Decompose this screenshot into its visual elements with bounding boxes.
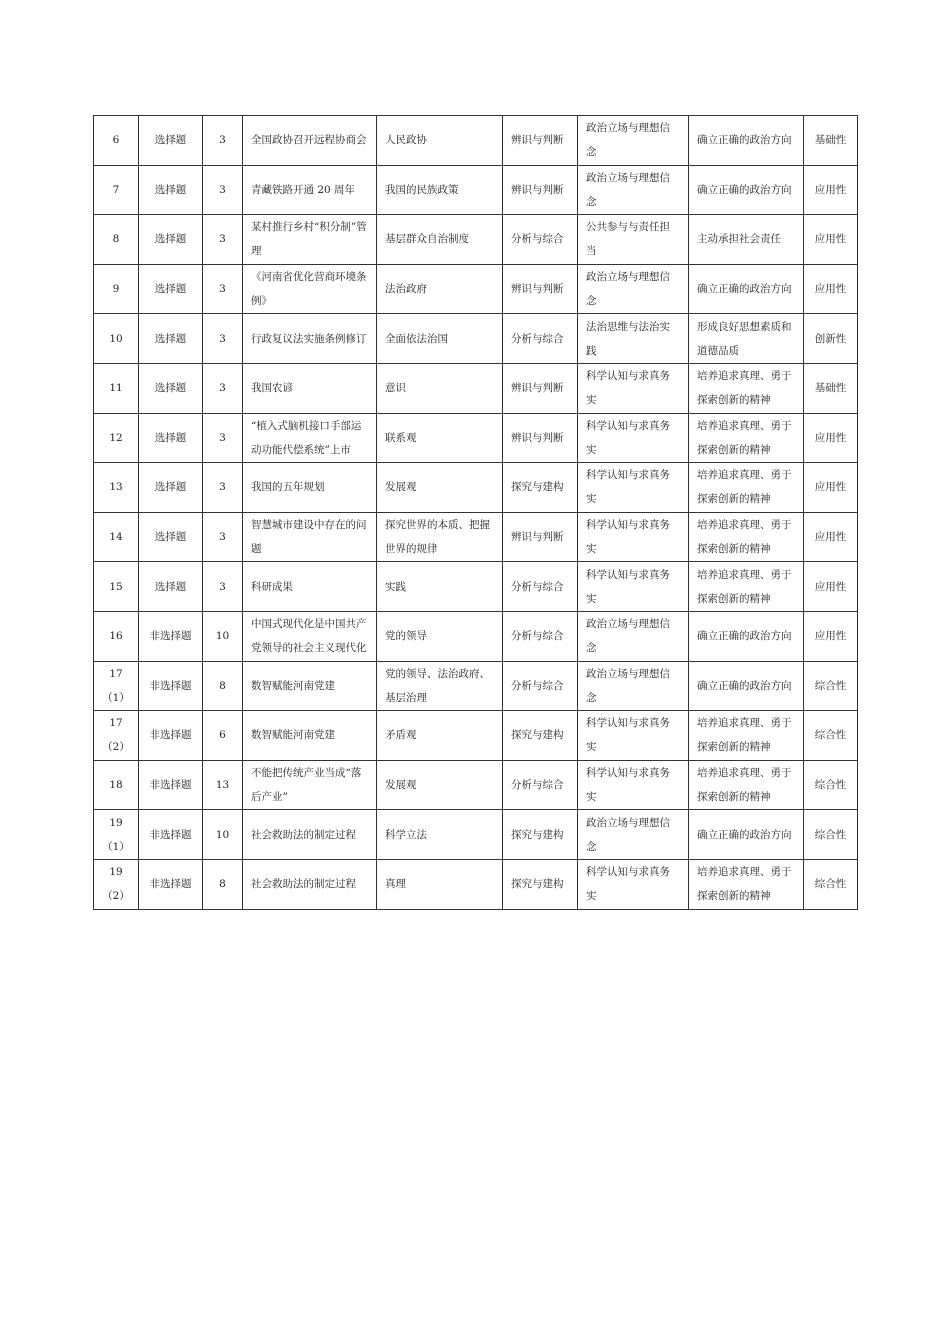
cell-score: 3: [203, 413, 243, 463]
cell-question-number: 14: [94, 512, 139, 562]
cell-context: 行政复议法实施条例修订: [243, 314, 377, 364]
cell-level: 综合性: [804, 711, 858, 761]
cell-literacy: 科学认知与求真务实: [578, 562, 689, 612]
cell-goal: 培养追求真理、勇于探索创新的精神: [689, 463, 804, 513]
cell-knowledge: 发展观: [377, 463, 503, 513]
cell-question-number: 17（1）: [94, 661, 139, 711]
cell-level: 应用性: [804, 165, 858, 215]
cell-context: 中国式现代化是中国共产党领导的社会主义现代化: [243, 611, 377, 661]
exam-spec-table: [93, 115, 858, 910]
cell-ability: 分析与综合: [503, 562, 578, 612]
cell-context: 不能把传统产业当成“落后产业”: [243, 760, 377, 810]
cell-level: 应用性: [804, 562, 858, 612]
table-row: [94, 512, 858, 562]
cell-goal: 培养追求真理、勇于探索创新的精神: [689, 760, 804, 810]
cell-question-type: 选择题: [139, 215, 203, 265]
cell-score: 3: [203, 562, 243, 612]
cell-ability: 探究与建构: [503, 810, 578, 860]
cell-goal: 培养追求真理、勇于探索创新的精神: [689, 859, 804, 909]
cell-question-number: 9: [94, 264, 139, 314]
cell-ability: 辨识与判断: [503, 413, 578, 463]
cell-score: 3: [203, 116, 243, 166]
cell-score: 10: [203, 810, 243, 860]
table-row: [94, 661, 858, 711]
cell-context: 我国农谚: [243, 363, 377, 413]
cell-score: 3: [203, 463, 243, 513]
table-row: [94, 711, 858, 761]
cell-goal: 确立正确的政治方向: [689, 264, 804, 314]
cell-literacy: 政治立场与理想信念: [578, 810, 689, 860]
table-row: [94, 859, 858, 909]
cell-question-type: 选择题: [139, 363, 203, 413]
cell-score: 3: [203, 165, 243, 215]
cell-knowledge: 法治政府: [377, 264, 503, 314]
cell-knowledge: 我国的民族政策: [377, 165, 503, 215]
cell-knowledge: 矛盾观: [377, 711, 503, 761]
cell-question-type: 选择题: [139, 314, 203, 364]
cell-ability: 探究与建构: [503, 711, 578, 761]
cell-knowledge: 党的领导、法治政府、基层治理: [377, 661, 503, 711]
cell-level: 应用性: [804, 512, 858, 562]
cell-literacy: 政治立场与理想信念: [578, 611, 689, 661]
cell-level: 综合性: [804, 661, 858, 711]
cell-literacy: 政治立场与理想信念: [578, 264, 689, 314]
cell-question-number: 11: [94, 363, 139, 413]
cell-question-number: 17（2）: [94, 711, 139, 761]
cell-level: 综合性: [804, 810, 858, 860]
cell-ability: 分析与综合: [503, 611, 578, 661]
cell-context: 数智赋能河南党建: [243, 661, 377, 711]
cell-score: 13: [203, 760, 243, 810]
cell-context: 科研成果: [243, 562, 377, 612]
cell-goal: 确立正确的政治方向: [689, 661, 804, 711]
cell-level: 综合性: [804, 859, 858, 909]
cell-ability: 分析与综合: [503, 314, 578, 364]
cell-context: 我国的五年规划: [243, 463, 377, 513]
table-row: [94, 463, 858, 513]
table-row: [94, 611, 858, 661]
cell-knowledge: 全面依法治国: [377, 314, 503, 364]
cell-level: 应用性: [804, 611, 858, 661]
cell-knowledge: 真理: [377, 859, 503, 909]
cell-question-number: 10: [94, 314, 139, 364]
table-row: [94, 215, 858, 265]
cell-level: 基础性: [804, 363, 858, 413]
cell-goal: 确立正确的政治方向: [689, 116, 804, 166]
cell-question-type: 非选择题: [139, 661, 203, 711]
cell-score: 3: [203, 363, 243, 413]
cell-literacy: 公共参与与责任担当: [578, 215, 689, 265]
cell-question-number: 18: [94, 760, 139, 810]
cell-question-number: 19（2）: [94, 859, 139, 909]
cell-score: 10: [203, 611, 243, 661]
cell-context: 某村推行乡村“积分制”管理: [243, 215, 377, 265]
cell-literacy: 法治思维与法治实践: [578, 314, 689, 364]
cell-goal: 培养追求真理、勇于探索创新的精神: [689, 413, 804, 463]
cell-ability: 分析与综合: [503, 661, 578, 711]
cell-literacy: 政治立场与理想信念: [578, 165, 689, 215]
cell-literacy: 科学认知与求真务实: [578, 413, 689, 463]
cell-context: 全国政协召开远程协商会: [243, 116, 377, 166]
table-row: [94, 562, 858, 612]
cell-ability: 辨识与判断: [503, 512, 578, 562]
table-row: [94, 264, 858, 314]
cell-ability: 分析与综合: [503, 760, 578, 810]
cell-knowledge: 基层群众自治制度: [377, 215, 503, 265]
cell-question-type: 非选择题: [139, 611, 203, 661]
cell-score: 3: [203, 264, 243, 314]
cell-literacy: 科学认知与求真务实: [578, 859, 689, 909]
cell-question-number: 13: [94, 463, 139, 513]
cell-knowledge: 发展观: [377, 760, 503, 810]
table-row: [94, 116, 858, 166]
cell-question-type: 选择题: [139, 463, 203, 513]
cell-question-type: 选择题: [139, 512, 203, 562]
cell-knowledge: 科学立法: [377, 810, 503, 860]
cell-goal: 确立正确的政治方向: [689, 165, 804, 215]
cell-question-number: 7: [94, 165, 139, 215]
cell-context: 数智赋能河南党建: [243, 711, 377, 761]
cell-literacy: 科学认知与求真务实: [578, 363, 689, 413]
cell-score: 8: [203, 661, 243, 711]
cell-context: 社会救助法的制定过程: [243, 810, 377, 860]
table-row: [94, 810, 858, 860]
cell-goal: 培养追求真理、勇于探索创新的精神: [689, 363, 804, 413]
cell-question-number: 16: [94, 611, 139, 661]
cell-context: 社会救助法的制定过程: [243, 859, 377, 909]
table-row: [94, 165, 858, 215]
cell-question-number: 15: [94, 562, 139, 612]
cell-question-type: 非选择题: [139, 859, 203, 909]
table-row: [94, 760, 858, 810]
cell-literacy: 科学认知与求真务实: [578, 711, 689, 761]
cell-level: 创新性: [804, 314, 858, 364]
cell-goal: 主动承担社会责任: [689, 215, 804, 265]
cell-level: 应用性: [804, 463, 858, 513]
cell-question-type: 选择题: [139, 165, 203, 215]
cell-goal: 培养追求真理、勇于探索创新的精神: [689, 562, 804, 612]
cell-score: 3: [203, 314, 243, 364]
cell-knowledge: 党的领导: [377, 611, 503, 661]
cell-context: 《河南省优化营商环境条例》: [243, 264, 377, 314]
cell-question-type: 选择题: [139, 413, 203, 463]
cell-context: “植入式脑机接口手部运动功能代偿系统”上市: [243, 413, 377, 463]
cell-level: 应用性: [804, 264, 858, 314]
cell-literacy: 政治立场与理想信念: [578, 661, 689, 711]
cell-score: 6: [203, 711, 243, 761]
table-row: [94, 314, 858, 364]
cell-knowledge: 意识: [377, 363, 503, 413]
table-row: [94, 413, 858, 463]
cell-question-number: 12: [94, 413, 139, 463]
cell-literacy: 科学认知与求真务实: [578, 760, 689, 810]
cell-knowledge: 实践: [377, 562, 503, 612]
cell-question-type: 选择题: [139, 116, 203, 166]
table-body: [94, 116, 858, 910]
cell-score: 3: [203, 215, 243, 265]
cell-question-number: 19（1）: [94, 810, 139, 860]
cell-question-type: 选择题: [139, 562, 203, 612]
cell-goal: 确立正确的政治方向: [689, 810, 804, 860]
cell-question-type: 非选择题: [139, 810, 203, 860]
cell-literacy: 政治立场与理想信念: [578, 116, 689, 166]
cell-ability: 探究与建构: [503, 463, 578, 513]
cell-context: 智慧城市建设中存在的问题: [243, 512, 377, 562]
cell-ability: 探究与建构: [503, 859, 578, 909]
cell-goal: 培养追求真理、勇于探索创新的精神: [689, 711, 804, 761]
cell-score: 8: [203, 859, 243, 909]
cell-level: 基础性: [804, 116, 858, 166]
cell-level: 应用性: [804, 413, 858, 463]
cell-ability: 辨识与判断: [503, 363, 578, 413]
cell-question-type: 选择题: [139, 264, 203, 314]
cell-ability: 辨识与判断: [503, 116, 578, 166]
cell-question-number: 8: [94, 215, 139, 265]
cell-question-type: 非选择题: [139, 711, 203, 761]
cell-question-type: 非选择题: [139, 760, 203, 810]
cell-literacy: 科学认知与求真务实: [578, 463, 689, 513]
cell-level: 综合性: [804, 760, 858, 810]
cell-knowledge: 人民政协: [377, 116, 503, 166]
cell-ability: 辨识与判断: [503, 165, 578, 215]
cell-goal: 培养追求真理、勇于探索创新的精神: [689, 512, 804, 562]
cell-knowledge: 联系观: [377, 413, 503, 463]
cell-ability: 辨识与判断: [503, 264, 578, 314]
cell-ability: 分析与综合: [503, 215, 578, 265]
cell-knowledge: 探究世界的本质、把握世界的规律: [377, 512, 503, 562]
cell-goal: 形成良好思想素质和道德品质: [689, 314, 804, 364]
cell-context: 青藏铁路开通 20 周年: [243, 165, 377, 215]
cell-score: 3: [203, 512, 243, 562]
table-row: [94, 363, 858, 413]
cell-question-number: 6: [94, 116, 139, 166]
cell-level: 应用性: [804, 215, 858, 265]
cell-goal: 确立正确的政治方向: [689, 611, 804, 661]
cell-literacy: 科学认知与求真务实: [578, 512, 689, 562]
